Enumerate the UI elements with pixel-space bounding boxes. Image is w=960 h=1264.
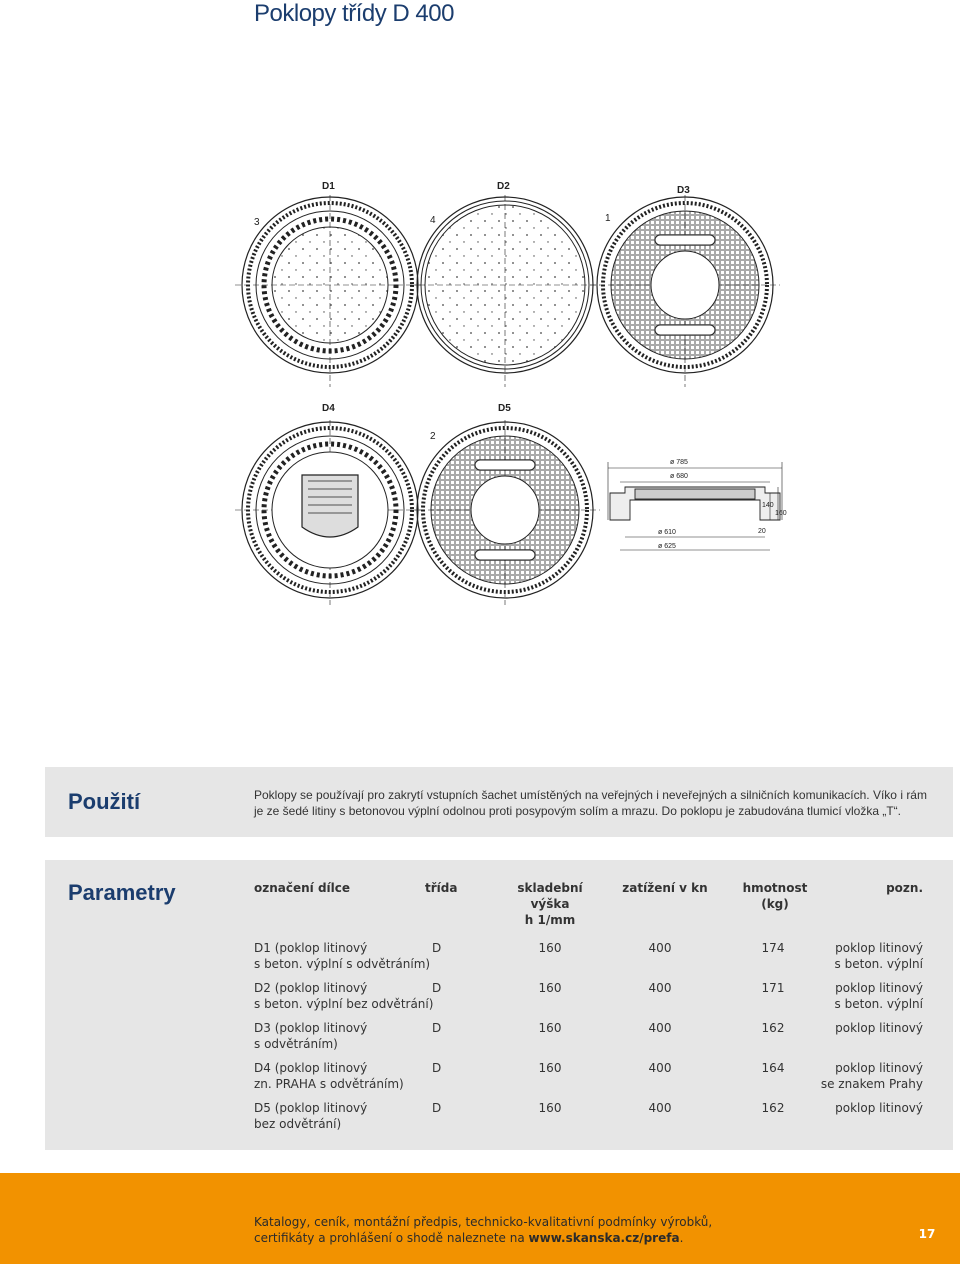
dim-625: ø 625 <box>658 543 676 550</box>
parameters-panel <box>45 860 953 1150</box>
row-note <box>815 980 923 1012</box>
row-load: 400 <box>648 1061 672 1075</box>
cover-d2-drawing <box>410 195 600 387</box>
page-number-text: 17 <box>918 1227 936 1241</box>
cover-d3-drawing <box>590 195 780 387</box>
callout-2: 2 <box>430 431 436 442</box>
dim-785: ø 785 <box>670 459 688 466</box>
cover-d4-drawing <box>235 420 425 605</box>
table-row <box>45 940 953 976</box>
header-height-line1: skladební výška <box>517 881 583 911</box>
header-weight-line2: (kg) <box>761 897 789 911</box>
row-name <box>254 980 454 1012</box>
manhole-covers-drawing <box>230 175 790 610</box>
dim-610: ø 610 <box>658 529 676 536</box>
row-name <box>254 1020 454 1052</box>
header-height-line2: h 1/mm <box>524 913 576 927</box>
cover-cross-section-drawing <box>608 462 782 550</box>
row-height: 160 <box>538 941 562 955</box>
cover-d5-drawing <box>410 420 600 605</box>
table-row <box>45 1020 953 1056</box>
row-name-line2: s beton. výplní s odvětráním) <box>254 957 431 971</box>
footer-text <box>254 1214 854 1246</box>
row-note <box>815 1020 923 1036</box>
row-note <box>815 1100 923 1116</box>
callout-4: 4 <box>430 215 436 226</box>
row-weight: 174 <box>761 941 785 955</box>
row-weight: 164 <box>761 1061 785 1075</box>
row-note-line1: poklop litinový <box>835 1021 923 1035</box>
cover-d1-drawing <box>235 195 425 387</box>
row-name-line1: D3 (poklop litinový <box>254 1021 368 1035</box>
row-name <box>254 1060 454 1092</box>
dim-20: 20 <box>758 528 766 535</box>
header-weight <box>735 880 815 912</box>
row-name-line2: s odvětráním) <box>254 1037 338 1051</box>
callout-1: 1 <box>605 213 611 224</box>
header-weight-line1: hmotnost <box>742 881 808 895</box>
label-d4: D4 <box>322 403 335 414</box>
row-name-line2: s beton. výplní bez odvětrání) <box>254 997 434 1011</box>
row-name-line1: D1 (poklop litinový <box>254 941 368 955</box>
parameters-heading: Parametry <box>68 880 176 905</box>
label-d1: D1 <box>322 181 335 192</box>
row-weight: 162 <box>761 1101 785 1115</box>
row-name-line1: D4 (poklop litinový <box>254 1061 368 1075</box>
row-note-line1: poklop litinový <box>835 981 923 995</box>
usage-panel <box>45 767 953 837</box>
row-note-line1: poklop litinový <box>835 1101 923 1115</box>
row-load: 400 <box>648 941 672 955</box>
row-class: D <box>432 1021 442 1035</box>
row-name-line2: zn. PRAHA s odvětráním) <box>254 1077 404 1091</box>
row-note <box>815 940 923 972</box>
footer-line2-suffix: . <box>679 1231 684 1245</box>
row-class: D <box>432 941 442 955</box>
header-height <box>500 880 600 928</box>
row-name <box>254 1100 454 1132</box>
header-class: třída <box>425 881 458 895</box>
table-row <box>45 980 953 1016</box>
dim-160: 160 <box>775 510 787 517</box>
footer-bar <box>0 1173 960 1264</box>
label-d2: D2 <box>497 181 510 192</box>
row-load: 400 <box>648 981 672 995</box>
row-note-line2: s beton. výplní <box>834 957 923 971</box>
row-note <box>815 1060 923 1092</box>
row-class: D <box>432 1061 442 1075</box>
page-number <box>900 1196 954 1246</box>
row-note-line2: s beton. výplní <box>834 997 923 1011</box>
row-load: 400 <box>648 1101 672 1115</box>
row-load: 400 <box>648 1021 672 1035</box>
usage-text: Poklopy se používají pro zakrytí vstupních šachet umístěných na veřejných i neveřejných a silničních komunikacích. Víko i rám je ze šedé litiny s betonovou výplní odolnou proti posypovým solím a mrazu. Do poklopu je zabudována tlumicí vložka „T“. <box>254 788 927 818</box>
row-height: 160 <box>538 1101 562 1115</box>
row-name-line1: D2 (poklop litinový <box>254 981 368 995</box>
dim-680: ø 680 <box>670 473 688 480</box>
row-note-line1: poklop litinový <box>835 941 923 955</box>
footer-line1: Katalogy, ceník, montážní předpis, technicko-kvalitativní podmínky výrobků, <box>254 1215 713 1229</box>
footer-line2-prefix: certifikáty a prohlášení o shodě naleznete na <box>254 1231 529 1245</box>
row-class: D <box>432 981 442 995</box>
header-name: označení dílce <box>254 881 351 895</box>
row-name-line2: bez odvětrání) <box>254 1117 342 1131</box>
label-d5: D5 <box>498 403 511 414</box>
page-title: Poklopy třídy D 400 <box>254 0 454 27</box>
header-note: pozn. <box>886 881 923 895</box>
usage-heading: Použití <box>68 789 141 814</box>
table-row <box>45 1100 953 1136</box>
row-class: D <box>432 1101 442 1115</box>
footer-link[interactable]: www.skanska.cz/prefa <box>528 1231 680 1245</box>
row-note-line1: poklop litinový <box>835 1061 923 1075</box>
row-name <box>254 940 454 972</box>
row-height: 160 <box>538 981 562 995</box>
row-name-line1: D5 (poklop litinový <box>254 1101 368 1115</box>
header-load: zatížení v kn <box>622 881 708 895</box>
row-note-line2: se znakem Prahy <box>820 1077 923 1091</box>
label-d3: D3 <box>677 185 690 196</box>
row-height: 160 <box>538 1021 562 1035</box>
row-weight: 171 <box>761 981 785 995</box>
dim-140: 140 <box>762 502 774 509</box>
row-weight: 162 <box>761 1021 785 1035</box>
table-row <box>45 1060 953 1096</box>
row-height: 160 <box>538 1061 562 1075</box>
footer-line2 <box>254 1230 854 1246</box>
callout-3: 3 <box>254 217 260 228</box>
